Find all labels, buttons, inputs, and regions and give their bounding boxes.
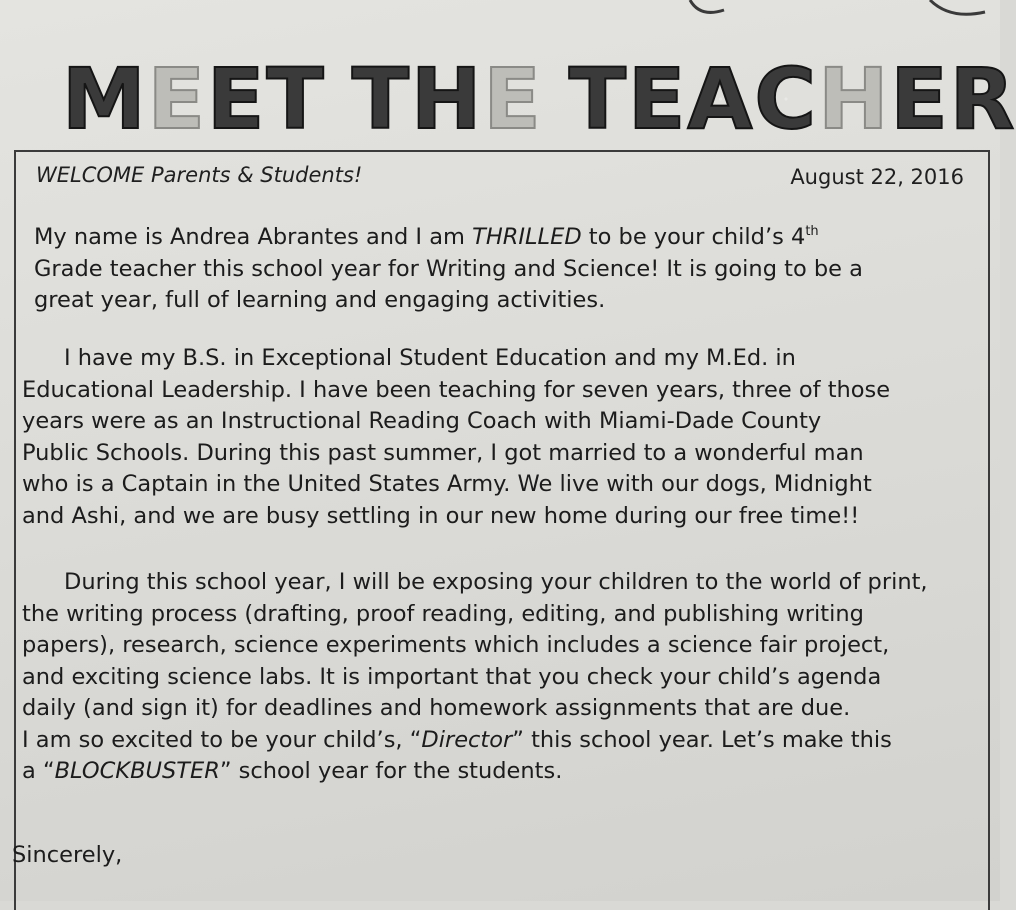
title-letter: H (411, 50, 484, 148)
title-letter: M (62, 50, 148, 148)
title-letter: A (687, 50, 755, 148)
text-line: the writing process (drafting, proof reading, editing, and publishing writing (22, 600, 864, 627)
text-line: years were as an Instructional Reading Coach with Miami-Dade County (22, 408, 822, 434)
title-letter: T (351, 50, 411, 148)
title-letter: R (949, 50, 1016, 148)
text-line: During this school year, I will be exposing your children to the world of print, (64, 569, 928, 595)
title-letter: C (754, 50, 819, 148)
title-letter: E (147, 50, 207, 148)
closing-salutation: Sincerely, (12, 842, 123, 868)
title-letter: E (206, 50, 267, 148)
page-title (62, 50, 1016, 148)
doodle-corner-icon (0, 0, 1000, 40)
title-letter: T (568, 50, 629, 148)
text-line: papers), research, science experiments which includes a science fair project, (22, 632, 890, 658)
text-line: Grade teacher this school year for Writing and Science! It is going to be a (34, 255, 863, 282)
text-line: Educational Leadership. I have been teaching for seven years, three of those (22, 376, 891, 403)
text-line: daily (and sign it) for deadlines and homework assignments that are due. (22, 695, 851, 721)
title-letter: H (818, 50, 891, 148)
text-line: who is a Captain in the United States Army. We live with our dogs, Midnight (22, 471, 872, 497)
text-line: I am so excited to be your child’s, “Director” this school year. Let’s make this (22, 726, 892, 753)
text-line: great year, full of learning and engaging activities. (34, 287, 606, 313)
text-line: I have my B.S. in Exceptional Student Education and my M.Ed. in (64, 345, 796, 371)
title-letter: T (266, 50, 326, 148)
title-letter: E (483, 50, 543, 148)
paragraph-background (22, 343, 990, 532)
welcome-heading: WELCOME Parents & Students! (36, 163, 363, 187)
title-letter: E (628, 50, 688, 148)
paragraph-school-year (22, 567, 990, 788)
paragraph-intro (34, 222, 1002, 317)
text-line: and Ashi, and we are busy settling in our new home during our free time!! (22, 502, 860, 529)
letter-date: August 22, 2016 (790, 165, 964, 189)
text-line: Public Schools. During this past summer, I got married to a wonderful man (22, 439, 864, 466)
text-line: My name is Andrea Abrantes and I am THRILLED to be your child’s 4th (34, 224, 819, 250)
title-letter: E (890, 50, 950, 148)
text-line: and exciting science labs. It is important that you check your child’s agenda (22, 663, 882, 690)
text-line: a “BLOCKBUSTER” school year for the students. (22, 758, 563, 784)
